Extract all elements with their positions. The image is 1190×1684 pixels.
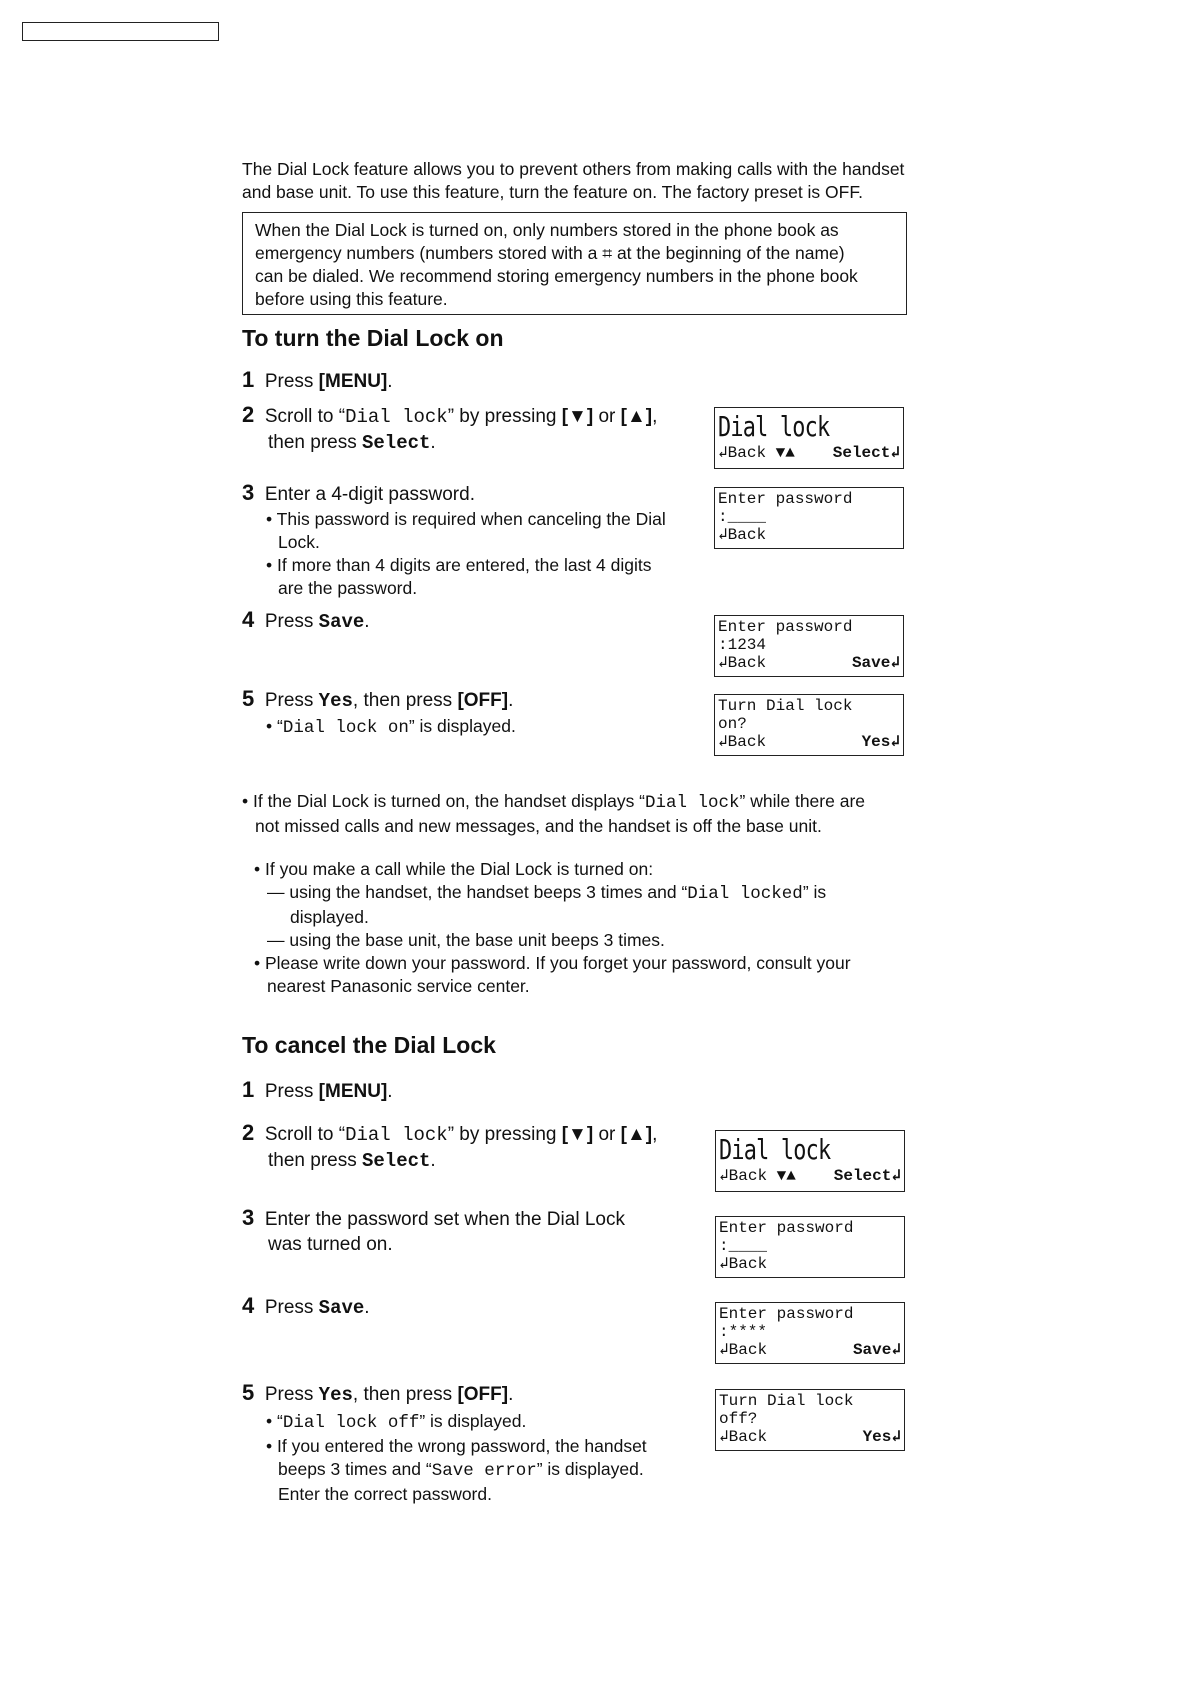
lcd-dial-lock xyxy=(714,407,904,469)
step-number: 2 xyxy=(242,1120,255,1145)
step-text: then press xyxy=(268,1150,362,1171)
step-number: 3 xyxy=(242,1205,255,1230)
step-3-off xyxy=(242,1205,625,1257)
off-key: [OFF] xyxy=(457,690,509,711)
bullet-text: • If you make a call while the Dial Lock is turned on: xyxy=(254,859,654,879)
step-number: 5 xyxy=(242,686,255,711)
lcd-right: Yes↲ xyxy=(862,1428,901,1446)
menu-key: [MENU] xyxy=(318,1081,388,1102)
yes-softkey: Yes xyxy=(318,690,353,712)
step-text: Scroll to “ xyxy=(264,406,346,427)
header-box xyxy=(22,22,219,41)
lcd-line: :1234 xyxy=(718,636,767,654)
bullet-line: • If more than 4 digits are entered, the last 4 digits xyxy=(266,555,652,575)
step-5-on-bullet xyxy=(266,715,516,740)
intro-line: The Dial Lock feature allows you to prevent others from making calls with the handset xyxy=(242,159,905,179)
step-text: Press xyxy=(264,1081,319,1102)
lcd-line: on? xyxy=(718,715,747,733)
step-5-off-bullets xyxy=(266,1410,696,1506)
bullet-text: — using the handset, the handset beeps 3 times and “ xyxy=(267,882,688,902)
step-text: then press xyxy=(268,432,362,453)
lcd-line: Enter password xyxy=(719,1305,854,1323)
lcd-right: Yes↲ xyxy=(861,733,900,751)
bullet-text: ” while there are xyxy=(739,791,866,811)
step-1-off xyxy=(242,1077,393,1104)
lcd-right: Save↲ xyxy=(852,1341,901,1359)
bullet-text: • “ xyxy=(266,716,283,736)
step-text: Press xyxy=(264,1297,319,1318)
lcd-left: ↲Back xyxy=(718,654,767,672)
step-text: ” by pressing xyxy=(447,406,562,427)
lcd-right: Save↲ xyxy=(851,654,900,672)
note-line: When the Dial Lock is turned on, only numbers stored in the phone book as xyxy=(255,220,839,240)
save-softkey: Save xyxy=(318,611,365,633)
note-line: emergency numbers (numbers stored with a ⌗ at the beginning of the name) xyxy=(255,243,845,263)
step-number: 2 xyxy=(242,402,255,427)
step-text: Enter the password set when the Dial Lock xyxy=(264,1209,625,1230)
lcd-dial-lock-off xyxy=(715,1130,905,1192)
bullet-text: beeps 3 times and “ xyxy=(278,1459,432,1479)
up-key: [▲] xyxy=(620,406,653,427)
menu-key: [MENU] xyxy=(318,371,388,392)
lcd-right: Select↲ xyxy=(832,444,900,462)
bullet-text: not missed calls and new messages, and the handset is off the base unit. xyxy=(255,816,822,836)
step-text: ” by pressing xyxy=(447,1124,562,1145)
step-text: . xyxy=(508,1384,514,1405)
lcd-turn-on xyxy=(714,694,904,756)
lcd-line: :____ xyxy=(718,508,767,526)
lcd-line: ↲Back xyxy=(718,526,767,544)
up-key: [▲] xyxy=(620,1124,653,1145)
intro-line: and base unit. To use this feature, turn the feature on. The factory preset is OFF. xyxy=(242,182,863,202)
section-title-on: To turn the Dial Lock on xyxy=(242,325,504,351)
note-box xyxy=(242,212,907,315)
lcd-big-text: Dial lock xyxy=(719,1133,831,1166)
lcd-line: Enter password xyxy=(719,1219,854,1237)
select-softkey: Select xyxy=(362,432,431,454)
bullet-text: nearest Panasonic service center. xyxy=(267,976,530,996)
step-3-on-bullets xyxy=(266,508,696,600)
bullet-text: • If the Dial Lock is turned on, the handset displays “ xyxy=(242,791,646,811)
lcd-turn-off xyxy=(715,1389,905,1451)
step-text: . xyxy=(387,1081,393,1102)
lcd-left: ↲Back ▼▲ xyxy=(718,444,795,462)
step-text: . xyxy=(430,1150,436,1171)
bullet-text: displayed. xyxy=(290,907,369,927)
step-4-on xyxy=(242,607,370,635)
bullet-text: • Please write down your password. If you forget your password, consult your xyxy=(254,953,851,973)
step-text: Press xyxy=(264,371,319,392)
step-text: Press xyxy=(264,1384,319,1405)
display-text: Save error xyxy=(431,1461,537,1481)
bullet-line: are the password. xyxy=(278,578,418,598)
step-text: Scroll to “ xyxy=(264,1124,346,1145)
lcd-left: ↲Back ▼▲ xyxy=(719,1167,796,1185)
step-text: Enter a 4-digit password. xyxy=(264,484,475,505)
lcd-password-entered xyxy=(714,615,904,677)
lcd-line: Enter password xyxy=(718,618,853,636)
yes-softkey: Yes xyxy=(318,1384,353,1406)
step-2-off xyxy=(242,1120,657,1174)
step-text: . xyxy=(508,690,514,711)
step-text: . xyxy=(364,611,370,632)
lcd-enter-password xyxy=(714,487,904,549)
lcd-right: Select↲ xyxy=(833,1167,901,1185)
down-key: [▼] xyxy=(561,1124,594,1145)
bullet-text: — using the base unit, the base unit beeps 3 times. xyxy=(267,930,665,950)
step-text: , xyxy=(652,406,658,427)
save-softkey: Save xyxy=(318,1297,365,1319)
step-3-on xyxy=(242,480,475,507)
lcd-line: ↲Back xyxy=(719,1255,768,1273)
step-text: , then press xyxy=(352,690,458,711)
bullet-text: • If you entered the wrong password, the handset xyxy=(266,1436,647,1456)
bullet-text: ” is displayed. xyxy=(408,716,516,736)
lcd-enter-password-off xyxy=(715,1216,905,1278)
intro-text xyxy=(242,158,942,204)
display-text: Dial lock xyxy=(645,793,740,813)
step-number: 1 xyxy=(242,367,255,392)
step-5-off xyxy=(242,1380,513,1408)
display-text: Dial lock on xyxy=(282,718,409,738)
bullet-text: ” is displayed. xyxy=(536,1459,644,1479)
step-5-on xyxy=(242,686,513,714)
bullet-text: Enter the correct password. xyxy=(278,1484,492,1504)
step-text: . xyxy=(387,371,393,392)
step-text: , then press xyxy=(352,1384,458,1405)
bullet-text: ” is xyxy=(802,882,827,902)
lcd-line: :**** xyxy=(719,1323,768,1341)
step-number: 4 xyxy=(242,607,255,632)
lcd-line: Turn Dial lock xyxy=(719,1392,854,1410)
off-key: [OFF] xyxy=(457,1384,509,1405)
step-number: 1 xyxy=(242,1077,255,1102)
step-text: or xyxy=(593,1124,621,1145)
step-2-on xyxy=(242,402,657,456)
lcd-line: Enter password xyxy=(718,490,853,508)
lcd-left: ↲Back xyxy=(718,733,767,751)
bullet-line: • This password is required when canceling the Dial xyxy=(266,509,666,529)
step-1-on xyxy=(242,367,393,394)
step-text: Press xyxy=(264,611,319,632)
lcd-password-masked xyxy=(715,1302,905,1364)
step-4-off xyxy=(242,1293,370,1321)
step-text: . xyxy=(364,1297,370,1318)
lcd-left: ↲Back xyxy=(719,1428,768,1446)
bullet-text: ” is displayed. xyxy=(419,1411,527,1431)
info-bullets xyxy=(242,790,962,838)
step-number: 5 xyxy=(242,1380,255,1405)
step-text: was turned on. xyxy=(268,1234,393,1255)
note-line: can be dialed. We recommend storing emergency numbers in the phone book xyxy=(255,266,858,286)
step-text: or xyxy=(593,406,621,427)
step-number: 3 xyxy=(242,480,255,505)
lcd-big-text: Dial lock xyxy=(718,410,830,443)
select-softkey: Select xyxy=(362,1150,431,1172)
lcd-left: ↲Back xyxy=(719,1341,768,1359)
lcd-line: off? xyxy=(719,1410,758,1428)
section-title-off: To cancel the Dial Lock xyxy=(242,1032,496,1058)
display-text: Dial lock xyxy=(345,406,448,428)
display-text: Dial lock off xyxy=(282,1413,420,1433)
display-text: Dial lock xyxy=(345,1124,448,1146)
down-key: [▼] xyxy=(561,406,594,427)
step-text: Press xyxy=(264,690,319,711)
display-text: Dial locked xyxy=(687,884,803,904)
info-bullets-2 xyxy=(254,858,954,998)
note-line: before using this feature. xyxy=(255,289,448,309)
bullet-line: Lock. xyxy=(278,532,320,552)
bullet-text: • “ xyxy=(266,1411,283,1431)
step-number: 4 xyxy=(242,1293,255,1318)
step-text: , xyxy=(652,1124,658,1145)
lcd-line: :____ xyxy=(719,1237,768,1255)
lcd-line: Turn Dial lock xyxy=(718,697,853,715)
step-text: . xyxy=(430,432,436,453)
